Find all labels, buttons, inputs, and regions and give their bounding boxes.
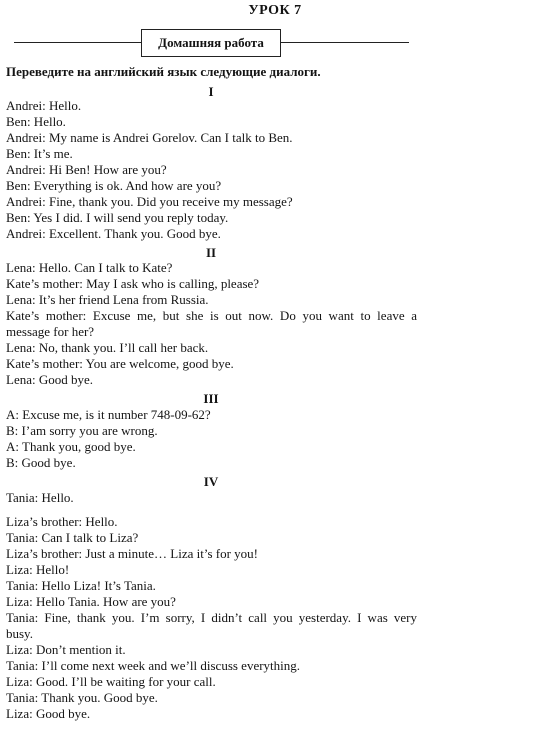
dialogue-2-line: Kate’s mother: Excuse me, but she is out now. Do you want to leave a [6,308,417,323]
dialogue-2-line: message for her? [6,324,95,339]
dialogue-4-numeral: IV [203,474,219,489]
dialogue-3-line: B: I’am sorry you are wrong. [6,423,158,438]
lesson-title: УРОК 7 [248,3,302,18]
dialogue-4-line: Liza: Don’t mention it. [6,642,126,657]
dialogue-1-numeral: I [208,84,214,99]
header-rule-right [281,42,409,43]
dialogue-1-line: Andrei: Excellent. Thank you. Good bye. [6,226,221,241]
dialogue-2-line: Kate’s mother: May I ask who is calling, please? [6,276,260,291]
dialogue-4-line: Tania: Hello Liza! It’s Tania. [6,578,156,593]
dialogue-3-line: A: Thank you, good bye. [6,439,136,454]
dialogue-1-line: Andrei: Hi Ben! How are you? [6,162,167,177]
header-rule-left [14,42,141,43]
dialogue-4-line: Tania: Fine, thank you. I’m sorry, I didn’t call you yesterday. I was very [6,610,417,625]
instruction: Переведите на английский язык следующие диалоги. [6,64,321,79]
dialogue-3-numeral: III [203,391,219,406]
dialogue-2-line: Lena: Good bye. [6,372,94,387]
dialogue-4-line: Liza’s brother: Just a minute… Liza it’s for you! [6,546,258,561]
dialogue-4-line: Liza: Hello Tania. How are you? [6,594,176,609]
homework-box: Домашняя работа [141,29,281,57]
dialogue-4-line: Tania: I’ll come next week and we’ll discuss everything. [6,658,301,673]
dialogue-4-line: Liza: Good. I’ll be waiting for your call. [6,674,216,689]
dialogue-4-line: Tania: Hello. [6,490,74,505]
dialogue-4-line: busy. [6,626,33,641]
dialogue-1-line: Ben: Hello. [6,114,66,129]
dialogue-2-line: Lena: It’s her friend Lena from Russia. [6,292,209,307]
dialogue-1-line: Andrei: Hello. [6,98,82,113]
dialogue-2-numeral: II [205,245,217,260]
dialogue-4-line: Liza: Hello! [6,562,70,577]
dialogue-2-line: Lena: Hello. Can I talk to Kate? [6,260,173,275]
dialogue-3-line: A: Excuse me, is it number 748-09-62? [6,407,211,422]
dialogue-4-line: Tania: Thank you. Good bye. [6,690,158,705]
dialogue-4-line: Tania: Can I talk to Liza? [6,530,139,545]
dialogue-4-line: Liza: Good bye. [6,706,91,721]
dialogue-1-line: Ben: It’s me. [6,146,73,161]
dialogue-2-line: Lena: No, thank you. I’ll call her back. [6,340,209,355]
dialogue-4-line: Liza’s brother: Hello. [6,514,118,529]
dialogue-1-line: Ben: Everything is ok. And how are you? [6,178,222,193]
dialogue-1-line: Andrei: Fine, thank you. Did you receive my message? [6,194,293,209]
dialogue-1-line: Ben: Yes I did. I will send you reply today. [6,210,229,225]
dialogue-3-line: B: Good bye. [6,455,76,470]
dialogue-2-line: Kate’s mother: You are welcome, good bye. [6,356,234,371]
dialogue-1-line: Andrei: My name is Andrei Gorelov. Can I talk to Ben. [6,130,293,145]
